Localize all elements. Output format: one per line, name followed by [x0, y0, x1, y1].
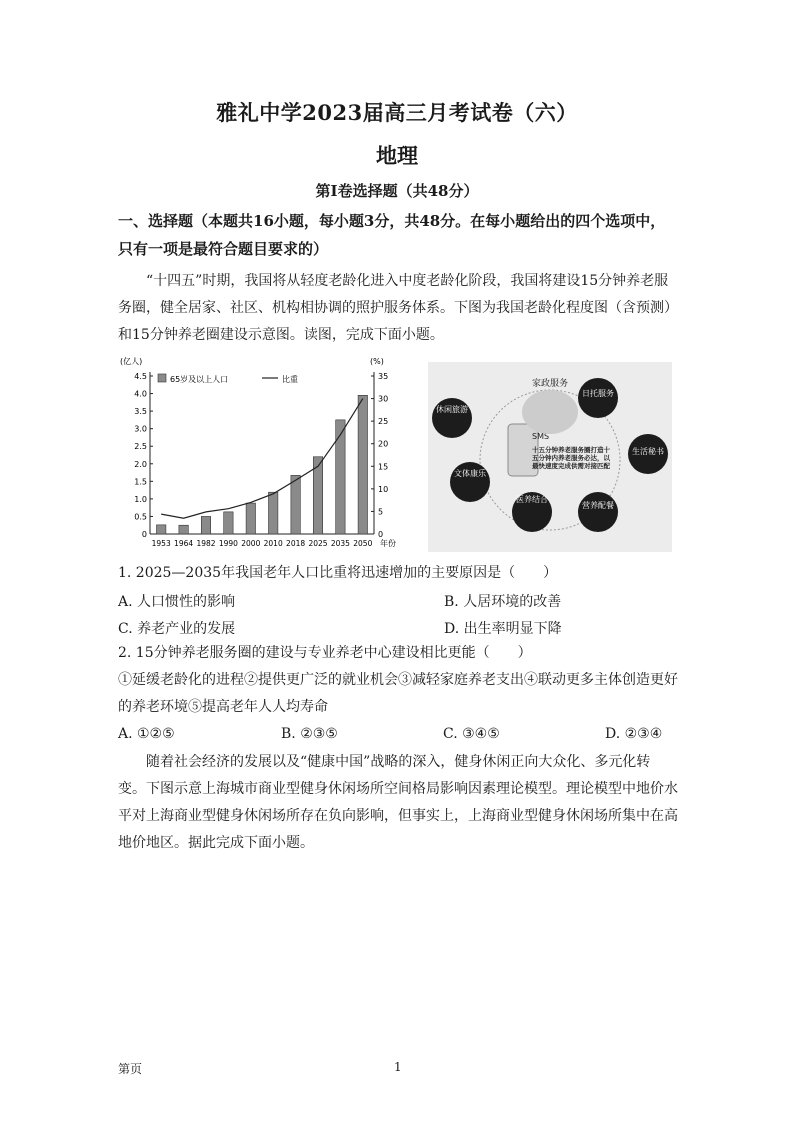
- node-leisure-label: 休闲旅游: [436, 405, 468, 414]
- y-tick-label-right: 25: [378, 417, 389, 427]
- bar: [224, 512, 233, 534]
- x-tick-label: 1990: [218, 539, 238, 548]
- legend-bar-swatch: [158, 374, 166, 382]
- node-daycare-label: 日托服务: [582, 389, 614, 398]
- x-tick-label: 2025: [308, 539, 328, 548]
- y-tick-label-left: 1.0: [134, 494, 147, 504]
- node-medical-label: 医养结合: [516, 495, 548, 504]
- bar: [291, 475, 300, 534]
- y-tick-label-left: 3.5: [134, 407, 147, 417]
- node-household-disc: [522, 390, 578, 434]
- node-culture-label: 文体康乐: [454, 469, 486, 478]
- aging-chart: [118, 354, 418, 554]
- x-tick-label: 2000: [241, 539, 261, 548]
- ratio-line: [161, 399, 363, 519]
- q1-option-a: A. 人口惯性的影响: [118, 594, 236, 610]
- bar: [201, 516, 210, 534]
- x-tick-label: 2010: [263, 539, 283, 548]
- passage-2: 随着社会经济的发展以及“健康中国”战略的深入，健身休闲正向大众化、多元化转变。下图示意上海城市商业型健身休闲场所空间格局影响因素理论模型。理论模型中地价水平对上海商业型健身休闲场所存在负向影响，但事实上，上海商业型健身休闲场所集中在高地价地区。据此完成下面小题。: [118, 754, 678, 851]
- bar: [156, 525, 165, 534]
- x-axis-label: 年份: [380, 539, 396, 548]
- legend-line-label: 比重: [282, 375, 298, 384]
- bar: [358, 395, 367, 534]
- care-circle-diagram: [428, 362, 672, 552]
- x-tick-label: 1953: [151, 539, 171, 548]
- q1-option-b: B. 人居环境的改善: [444, 594, 562, 610]
- x-tick-label: 1964: [174, 539, 194, 548]
- instructions: 一、选择题（本题共16小题，每小题3分，共48分。在每小题给出的四个选项中，只有一项是最符合题目要求的）: [118, 212, 666, 258]
- q2-option-b: B. ②③⑤: [281, 726, 338, 742]
- x-tick-label: 2035: [330, 539, 350, 548]
- legend-bar-label: 65岁及以上人口: [170, 375, 229, 384]
- bar: [246, 503, 255, 534]
- passage-1: “十四五”时期，我国将从轻度老龄化进入中度老龄化阶段，我国将建设15分钟养老服务圈，健全居家、社区、机构相协调的照护服务体系。下图为我国老龄化程度图（含预测）和15分钟养老圈建设示意图。读图，完成下面小题。: [118, 273, 678, 343]
- x-tick-label: 2018: [286, 539, 306, 548]
- exam-title: 雅礼中学2023届高三月考试卷（六）: [216, 100, 578, 125]
- footer-page-label: 第页: [118, 1062, 143, 1076]
- q2-option-c: C. ③④⑤: [443, 726, 500, 742]
- node-meal-label: 营养配餐: [582, 501, 614, 510]
- bar: [336, 420, 345, 534]
- y-axis-label-right: (%): [370, 357, 384, 366]
- bar: [179, 525, 188, 534]
- y-tick-label-right: 10: [378, 484, 389, 494]
- y-tick-label-left: 0.5: [134, 512, 147, 522]
- y-tick-label-right: 15: [378, 462, 389, 472]
- q2-stem: 2. 15分钟养老服务圈的建设与专业养老中心建设相比更能（ ）: [118, 645, 532, 661]
- y-tick-label-right: 35: [378, 372, 389, 381]
- y-tick-label-right: 5: [378, 507, 384, 517]
- sms-tag: SMS: [532, 432, 550, 441]
- q2-items: ①延缓老龄化的进程②提供更广泛的就业机会③减轻家庭养老支出④联动更多主体创造更好的养老环境⑤提高老年人人均寿命: [118, 672, 678, 715]
- x-tick-label: 1982: [196, 539, 216, 548]
- center-text: 十五分钟养老服务圈打造十五分钟内养老服务必达，以最快速度完成供需对接匹配: [532, 446, 610, 470]
- y-tick-label-left: 3.0: [134, 424, 147, 434]
- y-axis-label-left: (亿人): [120, 357, 143, 366]
- q2-option-a: A. ①②⑤: [118, 726, 175, 742]
- y-tick-label-left: 4.5: [134, 372, 147, 381]
- footer-page-number: 1: [394, 1060, 402, 1074]
- y-tick-label-left: 0: [141, 530, 147, 539]
- subject-title: 地理: [376, 143, 418, 168]
- node-meal-icon: [578, 492, 618, 532]
- y-tick-label-right: 0: [378, 530, 384, 539]
- y-tick-label-left: 1.5: [134, 477, 147, 487]
- y-tick-label-left: 2.5: [134, 442, 147, 452]
- y-tick-label-right: 20: [378, 439, 389, 449]
- y-tick-label-left: 2.0: [134, 459, 147, 469]
- section-title: 第Ⅰ卷选择题（共48分）: [315, 182, 479, 200]
- node-secretary-label: 生活秘书: [632, 447, 664, 456]
- y-tick-label-left: 4.0: [134, 389, 147, 399]
- y-tick-label-right: 30: [378, 394, 389, 404]
- q2-option-d: D. ②③④: [605, 726, 663, 742]
- q1-option-d: D. 出生率明显下降: [444, 621, 562, 637]
- q1-stem: 1. 2025—2035年我国老年人口比重将迅速增加的主要原因是（ ）: [118, 565, 558, 581]
- x-tick-label: 2050: [353, 539, 373, 548]
- node-household-label: 家政服务: [531, 379, 568, 389]
- bar: [268, 492, 277, 534]
- q1-option-c: C. 养老产业的发展: [118, 621, 236, 637]
